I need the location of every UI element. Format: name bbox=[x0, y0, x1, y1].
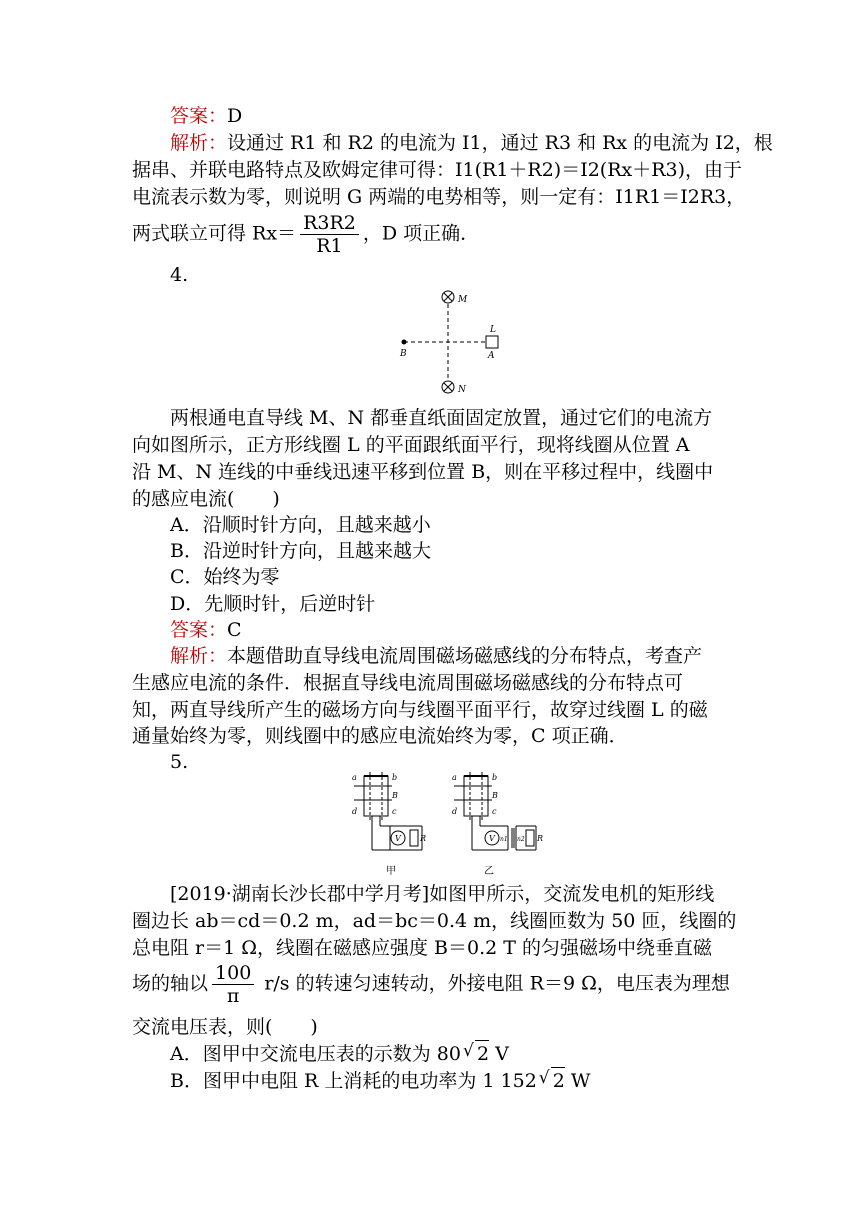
option-b-unit: W bbox=[564, 1070, 591, 1092]
analysis-text: 本题借助直导线电流周围磁场磁感线的分布特点，考查产 bbox=[227, 645, 703, 667]
label-a-1: a bbox=[352, 773, 357, 782]
label-c-2: c bbox=[492, 807, 497, 816]
speed-numerator: 100 bbox=[212, 962, 254, 985]
q5-stem-line1: [2019·湖南长沙长郡中学月考]如图甲所示，交流发电机的矩形线 bbox=[170, 883, 715, 905]
label-B: B bbox=[400, 349, 407, 359]
q4-stem-line3: 沿 M、N 连线的中垂线迅速平移到位置 B，则在平移过程中，线圈中 bbox=[132, 461, 714, 483]
caption-yi: 乙 bbox=[484, 866, 494, 877]
label-B-2: B bbox=[492, 791, 498, 800]
q4-option-c: C．始终为零 bbox=[170, 566, 280, 588]
analysis-label: 解析： bbox=[170, 645, 228, 667]
q4-stem-line4: 的感应电流( ) bbox=[132, 488, 280, 510]
q3-analysis-line1 bbox=[170, 130, 773, 156]
label-a-2: a bbox=[452, 773, 457, 782]
analysis-label: 解析： bbox=[170, 132, 228, 154]
label-R-1: R bbox=[420, 834, 427, 843]
q4-stem-line1: 两根通电直导线 M、N 都垂直纸面固定放置，通过它们的电流方 bbox=[170, 407, 713, 429]
label-d-1: d bbox=[352, 807, 358, 816]
label-V-1: V bbox=[395, 834, 401, 843]
q5-option-b bbox=[170, 1067, 590, 1094]
q3-analysis-line2: 据串、并联电路特点及欧姆定律可得：I1(R1＋R2)＝I2(Rx＋R3)，由于 bbox=[132, 159, 743, 181]
label-c-1: c bbox=[392, 807, 397, 816]
answer-value: D bbox=[227, 105, 243, 127]
q4-option-d: D．先顺时针，后逆时针 bbox=[170, 593, 376, 615]
label-L: L bbox=[490, 325, 496, 335]
q4-number: 4. bbox=[170, 264, 189, 286]
q4-answer-line bbox=[170, 617, 242, 643]
option-b-text: B．图甲中电阻 R 上消耗的电功率为 1 152 bbox=[170, 1070, 537, 1092]
label-A: A bbox=[488, 351, 495, 361]
label-b-1: b bbox=[392, 773, 398, 782]
label-d-2: d bbox=[452, 807, 458, 816]
speed-denominator: π bbox=[226, 985, 240, 1007]
q5-option-a bbox=[170, 1040, 509, 1067]
label-V-2: V bbox=[489, 834, 495, 843]
speed-fraction bbox=[212, 962, 254, 1007]
label-n2: n2 bbox=[517, 836, 525, 843]
caption-jia: 甲 bbox=[386, 866, 396, 877]
label-B-1: B bbox=[392, 791, 398, 800]
q3-analysis-line4 bbox=[132, 212, 479, 257]
q4-analysis-line1 bbox=[170, 643, 702, 669]
q4-analysis-line4: 通量始终为零，则线圈中的感应电流始终为零，C 项正确． bbox=[132, 725, 628, 747]
formula-fraction bbox=[300, 212, 359, 257]
option-a-text: A．图甲中交流电压表的示数为 80 bbox=[170, 1043, 461, 1065]
answer-label: 答案： bbox=[170, 619, 228, 641]
option-b-radical: √ 2 bbox=[551, 1067, 565, 1094]
q3-answer-line bbox=[170, 103, 242, 129]
q5-number: 5. bbox=[170, 751, 189, 773]
q3-analysis-line3: 电流表示数为零，则说明 G 两端的电势相等，则一定有：I1R1＝I2R3， bbox=[132, 186, 746, 208]
label-n1: n1 bbox=[500, 836, 508, 843]
analysis-text: 设通过 R1 和 R2 的电流为 I1，通过 R3 和 Rx 的电流为 I2，根 bbox=[227, 132, 773, 154]
label-R-2: R bbox=[537, 834, 544, 843]
fraction-numerator: R3R2 bbox=[300, 212, 359, 235]
fraction-denominator: R1 bbox=[316, 235, 343, 257]
q4-option-a: A．沿顺时针方向，且越来越小 bbox=[170, 514, 431, 536]
answer-value: C bbox=[227, 619, 242, 641]
stem-suffix: r/s 的转速匀速转动，外接电阻 R＝9 Ω，电压表为理想 bbox=[258, 972, 730, 995]
q4-stem-line2: 向如图所示，正方形线圈 L 的平面跟纸面平行，现将线圈从位置 A bbox=[132, 434, 690, 456]
q5-stem-line4 bbox=[132, 962, 730, 1007]
label-N: N bbox=[458, 385, 466, 395]
formula-prefix: 两式联立可得 Rx＝ bbox=[132, 222, 297, 245]
q5-stem-line3: 总电阻 r＝1 Ω，线圈在磁感应强度 B＝0.2 T 的匀强磁场中绕垂直磁 bbox=[132, 937, 712, 959]
stem-prefix: 场的轴以 bbox=[132, 972, 209, 995]
q4-analysis-line3: 知，两直导线所产生的磁场方向与线圈平面平行，故穿过线圈 L 的磁 bbox=[132, 699, 708, 721]
q5-figure bbox=[350, 770, 550, 878]
option-a-unit: V bbox=[489, 1043, 509, 1065]
q4-figure bbox=[390, 286, 510, 398]
label-b-2: b bbox=[492, 773, 498, 782]
q5-stem-line2: 圈边长 ab＝cd＝0.2 m，ad＝bc＝0.4 m，线圈匝数为 50 匝，线圈的 bbox=[132, 910, 737, 932]
formula-suffix: ，D 项正确． bbox=[362, 222, 480, 245]
q5-stem-line5: 交流电压表，则( ) bbox=[132, 1016, 318, 1038]
answer-label: 答案： bbox=[170, 105, 228, 127]
q4-analysis-line2: 生感应电流的条件．根据直导线电流周围磁场磁感线的分布特点可 bbox=[132, 672, 684, 694]
option-a-radical: √ 2 bbox=[475, 1040, 489, 1067]
q4-option-b: B．沿逆时针方向，且越来越大 bbox=[170, 540, 431, 562]
label-M: M bbox=[458, 295, 468, 305]
